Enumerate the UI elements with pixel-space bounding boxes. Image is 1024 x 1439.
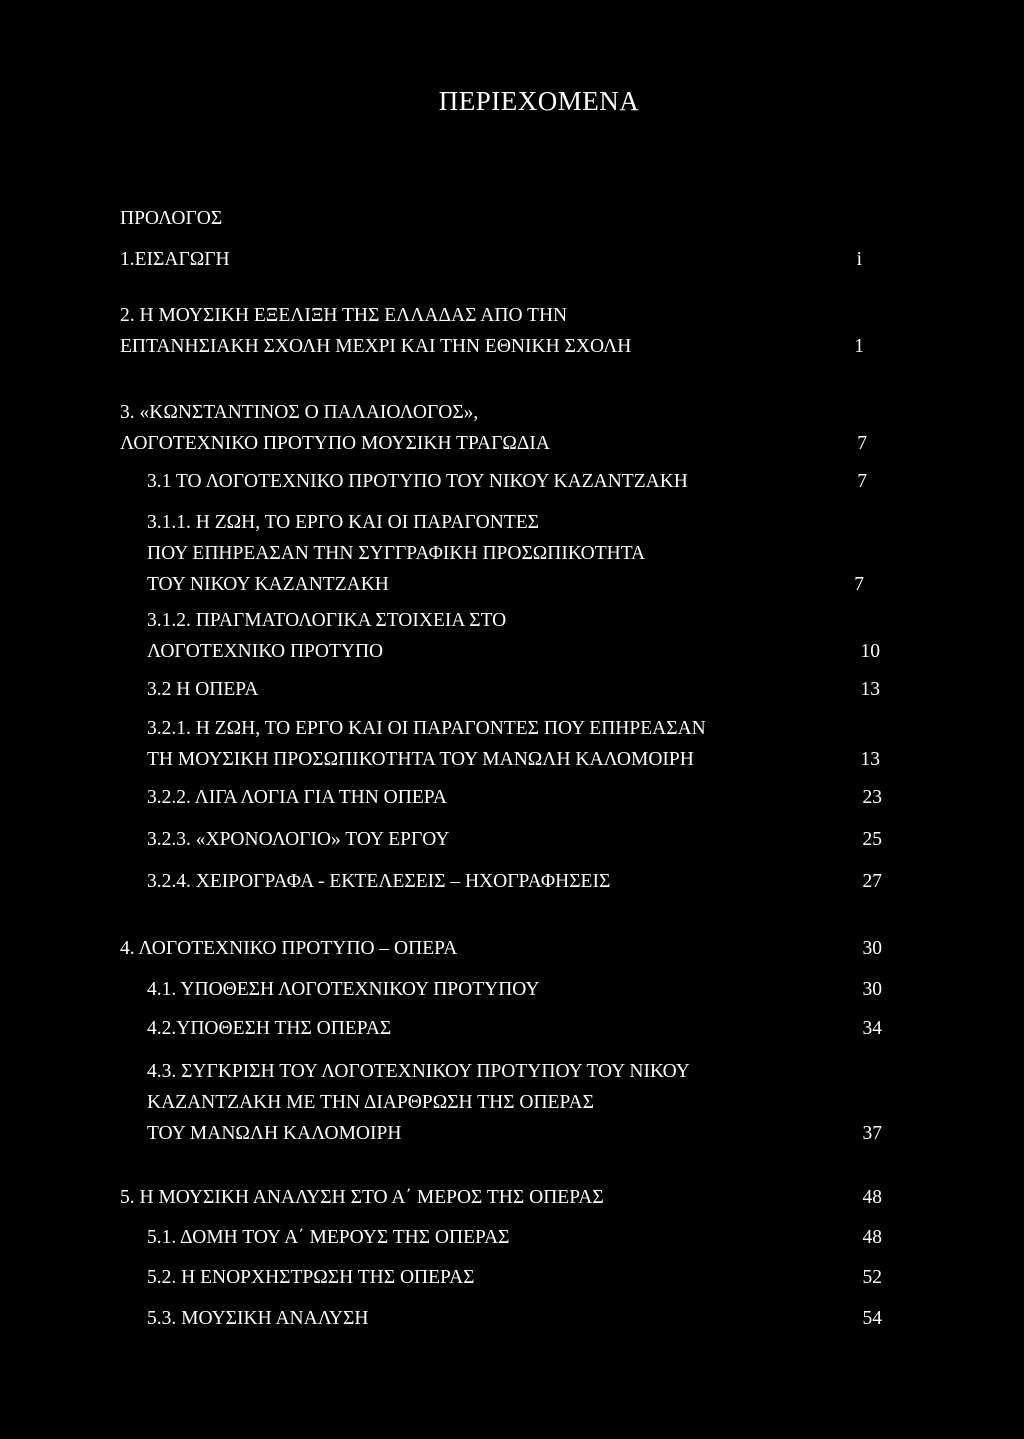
toc-entry-line: ΛΟΓΟΤΕΧΝΙΚΟ ΠΡΟΤΥΠΟ ΜΟΥΣΙΚΗ ΤΡΑΓΩΔΙΑ — [120, 433, 551, 454]
toc-page-number: 13 — [860, 749, 880, 770]
toc-entry — [147, 782, 447, 813]
toc-entry-line: 1.ΕΙΣΑΓΩΓΗ — [120, 249, 230, 270]
toc-page-number: 27 — [862, 871, 882, 892]
toc-entry — [120, 244, 230, 275]
toc-page-number: 52 — [862, 1267, 882, 1288]
toc-page-number: i — [856, 249, 862, 270]
toc-entry — [120, 933, 457, 964]
toc-entry — [147, 1222, 510, 1253]
toc-page-number: 34 — [862, 1018, 882, 1039]
toc-entry-line: 3.2.1. Η ΖΩΗ, ΤΟ ΕΡΓΟ ΚΑΙ ΟΙ ΠΑΡΑΓΟΝΤΕΣ ΠΟΥ ΕΠΗΡΕΑΣΑΝ — [147, 718, 706, 739]
toc-entry-line: ΛΟΓΟΤΕΧΝΙΚΟ ΠΡΟΤΥΠΟ — [147, 641, 384, 662]
toc-entry-line: 3.1.2. ΠΡΑΓΜΑΤΟΛΟΓΙΚΑ ΣΤΟΙΧΕΙΑ ΣΤΟ — [147, 610, 507, 631]
toc-entry — [147, 1262, 475, 1293]
toc-entry-line: 5. Η ΜΟΥΣΙΚΗ ΑΝΑΛΥΣΗ ΣΤΟ Α΄ ΜΕΡΟΣ ΤΗΣ ΟΠΕΡΑΣ — [120, 1187, 604, 1208]
toc-entry — [147, 1013, 391, 1044]
toc-page-number: 37 — [862, 1123, 882, 1144]
page-title: ΠΕΡΙΕΧΟΜΕΝΑ — [438, 86, 640, 116]
toc-entry-line: 3.1 ΤΟ ΛΟΓΟΤΕΧΝΙΚΟ ΠΡΟΤΥΠΟ ΤΟΥ ΝΙΚΟΥ ΚΑΖΑΝΤΖΑΚΗ — [147, 471, 688, 492]
toc-entry — [120, 203, 222, 234]
toc-entry-line: 3. «ΚΩΝΣΤΑΝΤΙΝΟΣ Ο ΠΑΛΑΙΟΛΟΓΟΣ», — [120, 402, 479, 423]
toc-entry — [120, 397, 550, 459]
toc-entry-line: 5.2. Η ΕΝΟΡΧΗΣΤΡΩΣΗ ΤΗΣ ΟΠΕΡΑΣ — [147, 1267, 475, 1288]
toc-entry-line: 4. ΛΟΓΟΤΕΧΝΙΚΟ ΠΡΟΤΥΠΟ – ΟΠΕΡΑ — [120, 938, 458, 959]
toc-page-number: 1 — [854, 336, 864, 357]
toc-entry-line: ΤΟΥ ΝΙΚΟΥ ΚΑΖΑΝΤΖΑΚΗ — [147, 574, 389, 595]
toc-entry — [147, 507, 645, 600]
toc-page-number: 30 — [862, 979, 882, 1000]
toc-entry — [147, 605, 506, 667]
toc-page-number: 10 — [860, 641, 880, 662]
toc-entry — [147, 866, 610, 897]
toc-entry-line: ΤΟΥ ΜΑΝΩΛΗ ΚΑΛΟΜΟΙΡΗ — [147, 1123, 402, 1144]
toc-entry-line: ΕΠΤΑΝΗΣΙΑΚΗ ΣΧΟΛΗ ΜΕΧΡΙ ΚΑΙ ΤΗΝ ΕΘΝΙΚΗ ΣΧΟΛΗ — [120, 336, 632, 357]
toc-entry-line: 4.3. ΣΥΓΚΡΙΣΗ ΤΟΥ ΛΟΓΟΤΕΧΝΙΚΟΥ ΠΡΟΤΥΠΟΥ ΤΟΥ ΝΙΚΟΥ — [147, 1061, 690, 1082]
toc-page-number: 7 — [854, 574, 864, 595]
toc-entry — [147, 674, 258, 705]
toc-page-number: 25 — [862, 829, 882, 850]
toc-entry — [120, 1182, 604, 1213]
toc-page-number: 54 — [862, 1308, 882, 1329]
toc-page-number: 7 — [857, 433, 867, 454]
toc-entry-line: 2. Η ΜΟΥΣΙΚΗ ΕΞΕΛΙΞΗ ΤΗΣ ΕΛΛΑΔΑΣ ΑΠΟ ΤΗΝ — [120, 305, 568, 326]
toc-entry — [147, 974, 540, 1005]
toc-entry-line: 3.1.1. Η ΖΩΗ, ΤΟ ΕΡΓΟ ΚΑΙ ΟΙ ΠΑΡΑΓΟΝΤΕΣ — [147, 512, 540, 533]
toc-entry-line: ΠΡΟΛΟΓΟΣ — [120, 208, 223, 229]
toc-entry — [147, 824, 449, 855]
toc-entry-line: 3.2.2. ΛΙΓΑ ΛΟΓΙΑ ΓΙΑ ΤΗΝ ΟΠΕΡΑ — [147, 787, 447, 808]
toc-entry-line: 3.2.3. «ΧΡΟΝΟΛΟΓΙΟ» ΤΟΥ ΕΡΓΟΥ — [147, 829, 450, 850]
toc-entry-line: ΤΗ ΜΟΥΣΙΚΗ ΠΡΟΣΩΠΙΚΟΤΗΤΑ ΤΟΥ ΜΑΝΩΛΗ ΚΑΛΟΜΟΙΡΗ — [147, 749, 694, 770]
toc-entry — [120, 300, 631, 362]
toc-entry — [147, 466, 688, 497]
toc-page-number: 7 — [857, 471, 867, 492]
toc-page-number: 48 — [862, 1187, 882, 1208]
toc-entry — [147, 713, 706, 775]
toc-entry-line: ΠΟΥ ΕΠΗΡΕΑΣΑΝ ΤΗΝ ΣΥΓΓΡΑΦΙΚΗ ΠΡΟΣΩΠΙΚΟΤΗΤΑ — [147, 543, 646, 564]
toc-entry — [147, 1056, 690, 1149]
toc-entry-line: 5.3. ΜΟΥΣΙΚΗ ΑΝΑΛΥΣΗ — [147, 1308, 369, 1329]
toc-page-number: 48 — [862, 1227, 882, 1248]
toc-page-number: 30 — [862, 938, 882, 959]
toc-page-number: 13 — [860, 679, 880, 700]
toc-entry-line: 3.2 Η ΟΠΕΡΑ — [147, 679, 259, 700]
toc-entry-line: 4.1. ΥΠΟΘΕΣΗ ΛΟΓΟΤΕΧΝΙΚΟΥ ΠΡΟΤΥΠΟΥ — [147, 979, 540, 1000]
toc-entry — [147, 1303, 368, 1334]
toc-entry-line: 4.2.ΥΠΟΘΕΣΗ ΤΗΣ ΟΠΕΡΑΣ — [147, 1018, 392, 1039]
toc-page-number: 23 — [862, 787, 882, 808]
toc-entry-line: ΚΑΖΑΝΤΖΑΚΗ ΜΕ ΤΗΝ ΔΙΑΡΘΡΩΣΗ ΤΗΣ ΟΠΕΡΑΣ — [147, 1092, 594, 1113]
toc-entry-line: 3.2.4. ΧΕΙΡΟΓΡΑΦΑ - ΕΚΤΕΛΕΣΕΙΣ – ΗΧΟΓΡΑΦΗΣΕΙΣ — [147, 871, 611, 892]
toc-entry-line: 5.1. ΔΟΜΗ ΤΟΥ Α΄ ΜΕΡΟΥΣ ΤΗΣ ΟΠΕΡΑΣ — [147, 1227, 510, 1248]
